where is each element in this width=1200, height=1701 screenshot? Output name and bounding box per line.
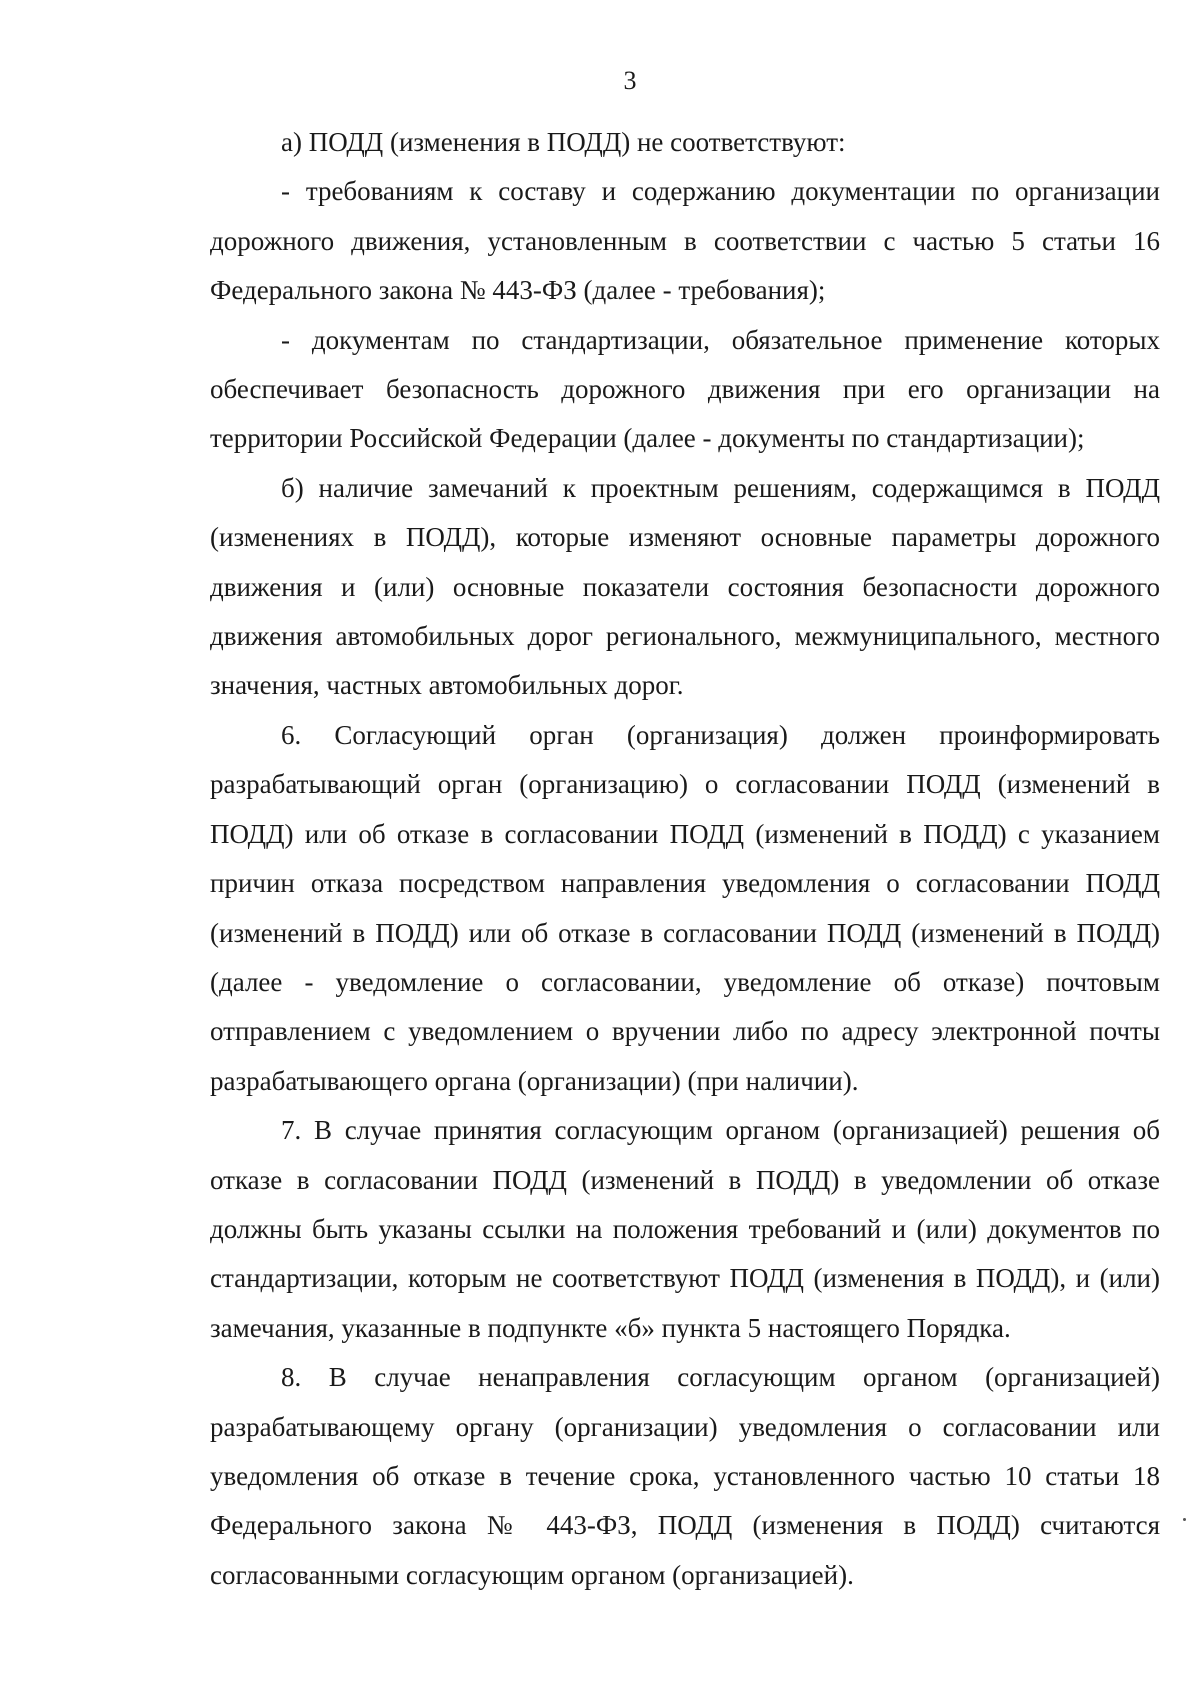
- scan-speck: [1183, 1518, 1186, 1521]
- document-body: [210, 118, 1160, 1600]
- paragraph-requirements-item: - требованиям к составу и содержанию документации по организации дорожного движения, установленным в соответствии с частью 5 статьи 16 Федерального закона № 443-ФЗ (далее - требования);: [210, 176, 1160, 306]
- paragraph-8: 8. В случае ненаправления согласующим органом (организацией) разрабатывающему органу (организации) уведомления о согласовании или уведомления об отказе в течение срока, установленного частью 10 статьи 18 Федерального закона № 443-ФЗ, ПОДД (изменения в ПОДД) считаются согласованными согласующим органом (организацией).: [210, 1362, 1160, 1590]
- page-number: 3: [623, 66, 637, 95]
- paragraph-a-header: а) ПОДД (изменения в ПОДД) не соответствуют:: [281, 127, 846, 157]
- paragraph-standards-item: - документам по стандартизации, обязательное применение которых обеспечивает безопасность дорожного движения при его организации на территории Российской Федерации (далее - документы по стандартизации);: [210, 324, 1160, 454]
- paragraph-b: б) наличие замечаний к проектным решениям, содержащимся в ПОДД (изменениях в ПОДД), которые изменяют основные параметры дорожного движения и (или) основные показатели состояния безопасности дорожного движения автомобильных дорог регионального, межмуниципального, местного значения, частных автомобильных дорог.: [210, 472, 1160, 701]
- paragraph-6: 6. Согласующий орган (организация) должен проинформировать разрабатывающий орган (организацию) о согласовании ПОДД (изменений в ПОДД) или об отказе в согласовании ПОДД (изменений в ПОДД) с указанием причин отказа посредством направления уведомления о согласовании ПОДД (изменений в ПОДД) или об отказе в согласовании ПОДД (изменений в ПОДД) (далее - уведомление о согласовании, уведомление об отказе) почтовым отправлением с уведомлением о вручении либо по адресу электронной почты разрабатывающего органа (организации) (при наличии).: [210, 719, 1160, 1096]
- paragraph-7: 7. В случае принятия согласующим органом (организацией) решения об отказе в согласовании ПОДД (изменений в ПОДД) в уведомлении об отказе должны быть указаны ссылки на положения требований и (или) документов по стандартизации, которым не соответствуют ПОДД (изменения в ПОДД), и (или) замечания, указанные в подпункте «б» пункта 5 настоящего Порядка.: [210, 1115, 1160, 1343]
